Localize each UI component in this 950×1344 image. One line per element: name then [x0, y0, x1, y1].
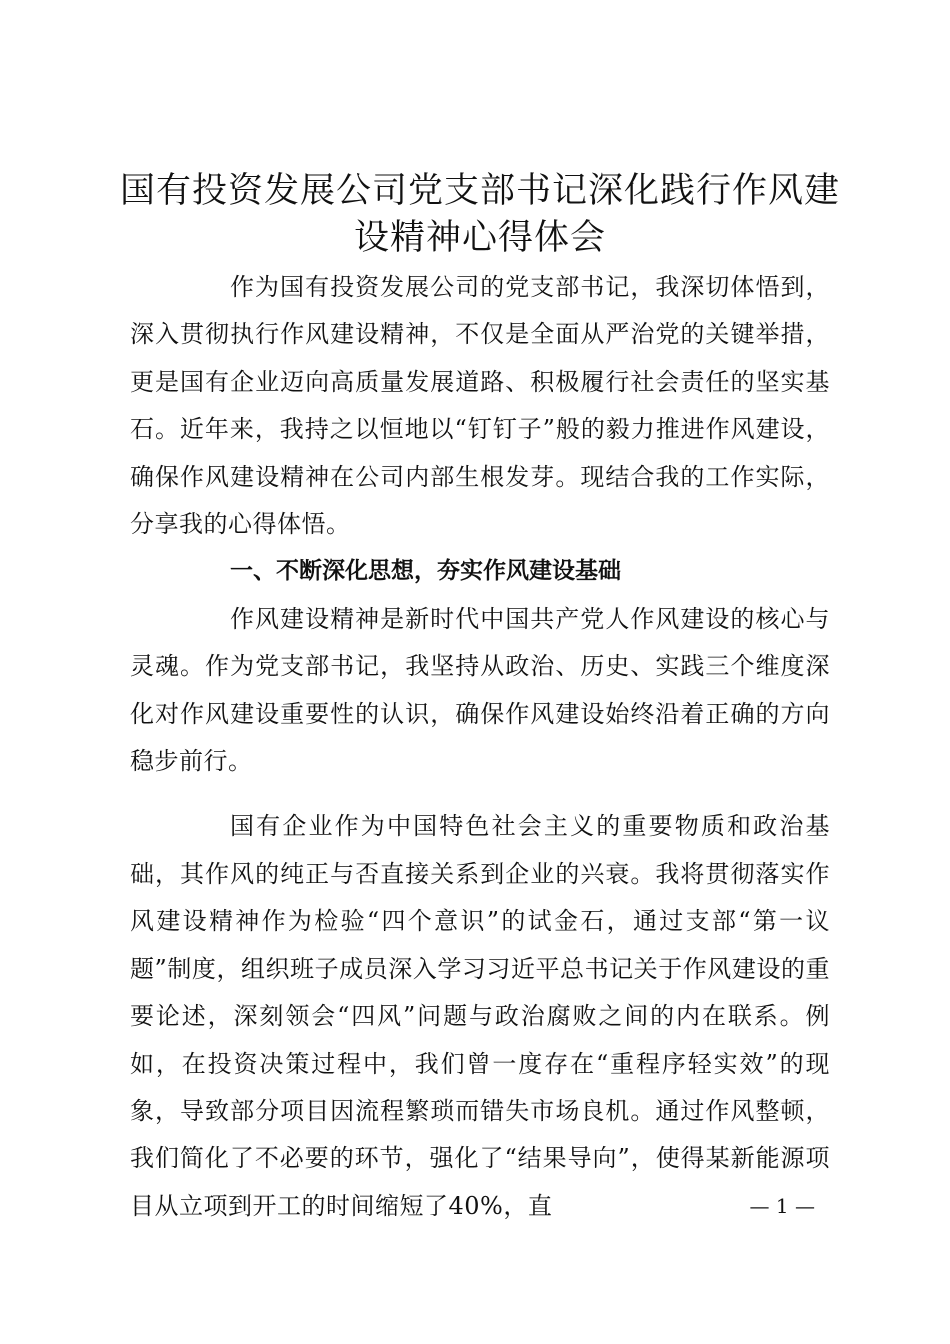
- section-paragraph-1: 作风建设精神是新时代中国共产党人作风建设的核心与灵魂。作为党支部书记，我坚持从政治、历史、实践三个维度深化对作风建设重要性的认识，确保作风建设始终沿着正确的方向稳步前行。: [130, 604, 830, 776]
- intro-paragraph: 作为国有投资发展公司的党支部书记，我深切体悟到，深入贯彻执行作风建设精神，不仅是全面从严治党的关键举措，更是国有企业迈向高质量发展道路、积极履行社会责任的坚实基石。近年来，我持之以恒地以“钉钉子”般的毅力推进作风建设，确保作风建设精神在公司内部生根发芽。现结合我的工作实际，分享我的心得体悟。: [130, 273, 830, 539]
- section-paragraph-2: 国有企业作为中国特色社会主义的重要物质和政治基础，其作风的纯正与否直接关系到企业的兴衰。我将贯彻落实作风建设精神作为检验“四个意识”的试金石，通过支部“第一议题”制度，组织班子成员深入学习习近平总书记关于作风建设的重要论述，深刻领会“四风”问题与政治腐败之间的内在联系。例如，在投资决策过程中，我们曾一度存在“重程序轻实效”的现象，导致部分项目因流程繁琐而错失市场良机。通过作风整顿，我们简化了不必要的环节，强化了“结果导向”，使得某新能源项目从立项到开工的时间缩短了40%，直: [130, 812, 830, 1220]
- document-title: 国有投资发展公司党支部书记深化践行作风建设精神心得体会: [120, 171, 841, 258]
- page-number: — 1 —: [749, 1194, 815, 1218]
- section-heading: 一、不断深化思想，夯实作风建设基础: [230, 558, 621, 585]
- document-body: [130, 264, 830, 1230]
